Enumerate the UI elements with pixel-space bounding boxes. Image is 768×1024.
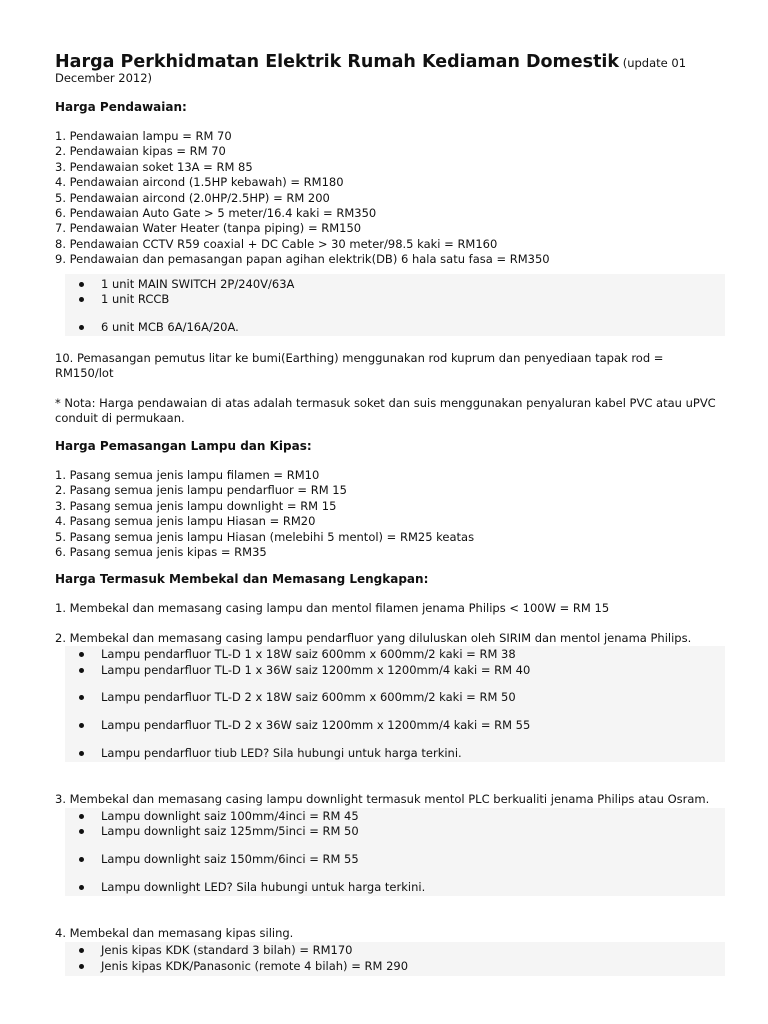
bullet-item: Lampu pendarfluor tiub LED? Sila hubungi untuk harga terkini.	[55, 746, 462, 760]
supply-item-3: 3. Membekal dan memasang casing lampu downlight termasuk mentol PLC berkualiti jenama Philips atau Osram.	[55, 792, 710, 806]
page-title: Harga Perkhidmatan Elektrik Rumah Kediaman Domestik	[55, 52, 620, 72]
bullet-item: Jenis kipas KDK/Panasonic (remote 4 bilah) = RM 290	[55, 959, 408, 973]
list-item: 3. Pendawaian soket 13A = RM 85	[55, 159, 253, 174]
list-item: 5. Pendawaian aircond (2.0HP/2.5HP) = RM 200	[55, 190, 330, 205]
bullet-item: Lampu pendarfluor TL-D 1 x 18W saiz 600mm x 600mm/2 kaki = RM 38	[55, 647, 516, 661]
list-item: 4. Pendawaian aircond (1.5HP kebawah) = RM180	[55, 175, 344, 190]
list-item: 2. Pendawaian kipas = RM 70	[55, 144, 226, 159]
list-item: 8. Pendawaian CCTV R59 coaxial + DC Cable > 30 meter/98.5 kaki = RM160	[55, 236, 498, 251]
bullet-item: Lampu downlight saiz 100mm/4inci = RM 45	[55, 809, 359, 823]
wiring-heading: Harga Pendawaian:	[55, 100, 187, 114]
supply-item-2: 2. Membekal dan memasang casing lampu pendarfluor yang diluluskan oleh SIRIM dan mentol jenama Philips.	[55, 631, 692, 645]
item-10: 10. Pemasangan pemutus litar ke bumi(Earthing) menggunakan rod kuprum dan penyediaan tapak rod = RM150/lot	[55, 351, 664, 380]
bullet-item: 1 unit MAIN SWITCH 2P/240V/63A	[55, 277, 294, 291]
list-item: 5. Pasang semua jenis lampu Hiasan (melebihi 5 mentol) = RM25 keatas	[55, 529, 475, 544]
update-date-cont: December 2012)	[55, 71, 153, 85]
list-item: 6. Pendawaian Auto Gate > 5 meter/16.4 kaki = RM350	[55, 205, 377, 220]
install-list	[55, 468, 474, 560]
bullet-item: Jenis kipas KDK (standard 3 bilah) = RM170	[55, 943, 352, 957]
wiring-list	[55, 129, 550, 268]
list-item: 3. Pasang semua jenis lampu downlight = RM 15	[55, 498, 337, 513]
bullet-item: Lampu pendarfluor TL-D 2 x 18W saiz 600mm x 600mm/2 kaki = RM 50	[55, 690, 516, 704]
list-item: 9. Pendawaian dan pemasangan papan agihan elektrik(DB) 6 hala satu fasa = RM350	[55, 252, 550, 267]
bullet-item: Lampu pendarfluor TL-D 2 x 36W saiz 1200mm x 1200mm/4 kaki = RM 55	[55, 718, 530, 732]
title-line	[55, 52, 686, 72]
list-item: 4. Pasang semua jenis lampu Hiasan = RM20	[55, 514, 316, 529]
install-heading: Harga Pemasangan Lampu dan Kipas:	[55, 439, 312, 453]
list-item: 7. Pendawaian Water Heater (tanpa piping) = RM150	[55, 221, 362, 236]
supply-item-4: 4. Membekal dan memasang kipas siling.	[55, 926, 294, 940]
wiring-note: * Nota: Harga pendawaian di atas adalah termasuk soket dan suis menggunakan penyaluran kabel PVC atau uPVC conduit di permukaan.	[55, 396, 716, 425]
bullet-item: Lampu downlight saiz 150mm/6inci = RM 55	[55, 852, 359, 866]
list-item: 1. Pendawaian lampu = RM 70	[55, 129, 232, 143]
bullet-item: 1 unit RCCB	[55, 292, 169, 306]
supply-heading: Harga Termasuk Membekal dan Memasang Lengkapan:	[55, 572, 429, 586]
bullet-item: Lampu downlight saiz 125mm/5inci = RM 50	[55, 824, 359, 838]
bullet-item: Lampu pendarfluor TL-D 1 x 36W saiz 1200mm x 1200mm/4 kaki = RM 40	[55, 663, 530, 677]
list-item: 1. Pasang semua jenis lampu filamen = RM10	[55, 468, 320, 482]
bullet-item: Lampu downlight LED? Sila hubungi untuk harga terkini.	[55, 880, 425, 894]
list-item: 2. Pasang semua jenis lampu pendarfluor = RM 15	[55, 483, 347, 498]
update-date: (update 01	[622, 56, 687, 70]
list-item: 6. Pasang semua jenis kipas = RM35	[55, 544, 267, 559]
supply-item-1: 1. Membekal dan memasang casing lampu dan mentol filamen jenama Philips < 100W = RM 15	[55, 601, 610, 615]
bullet-item: 6 unit MCB 6A/16A/20A.	[55, 320, 239, 334]
